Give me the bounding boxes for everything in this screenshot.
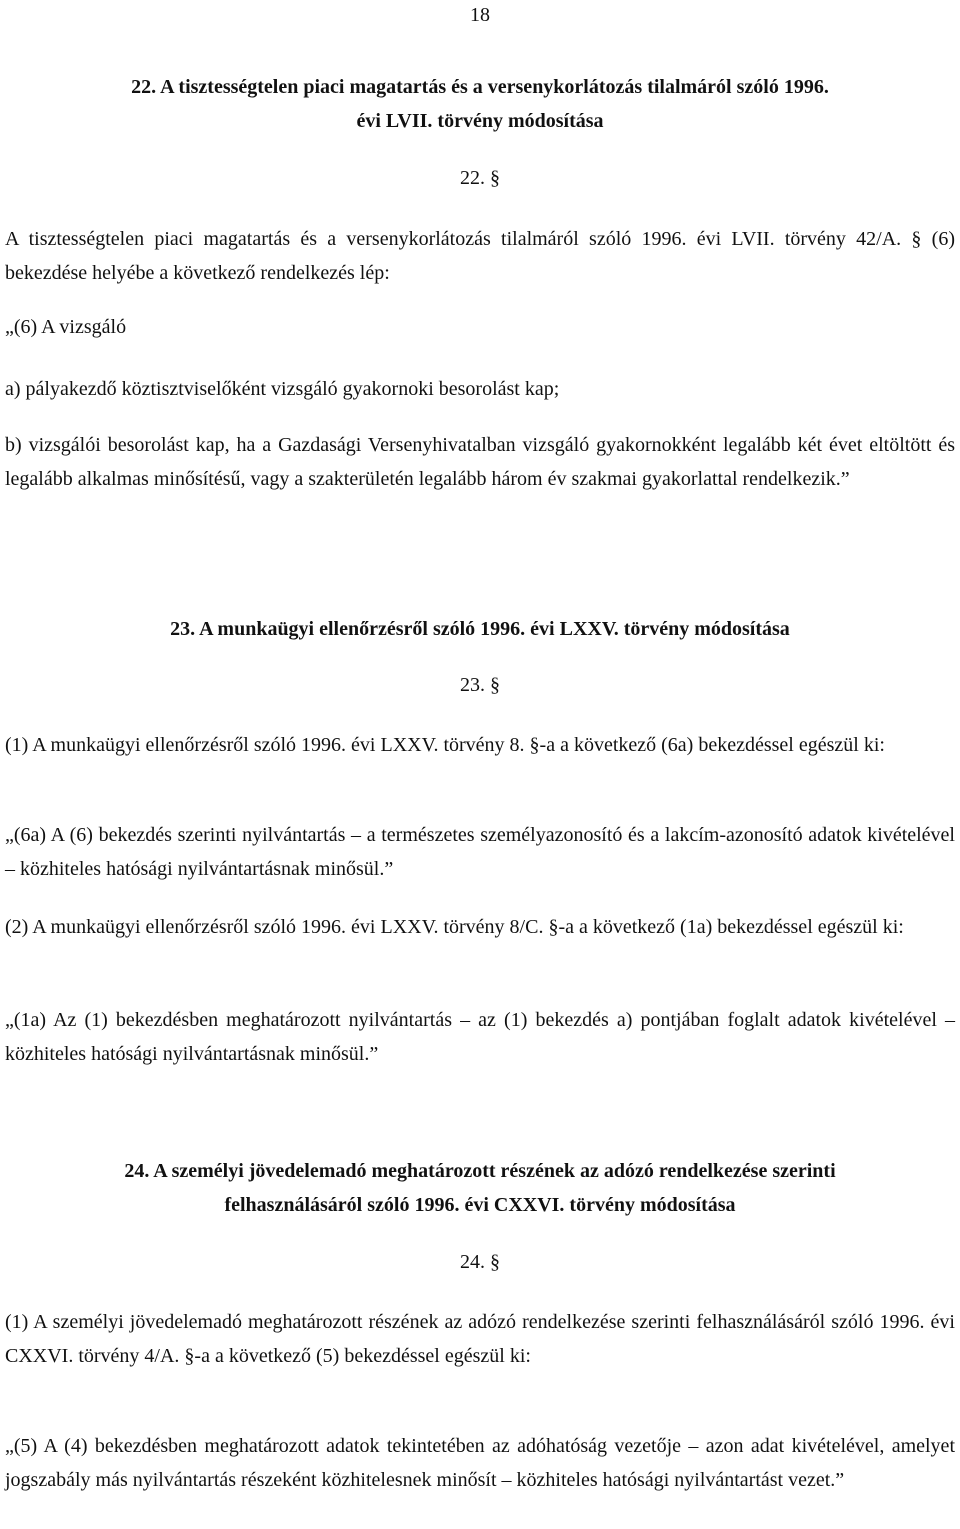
section-22-point-a: a) pályakezdő köztisztviselőként vizsgáló gyakornoki besorolást kap; — [5, 378, 560, 400]
section-23-paragraph-2: (2) A munkaügyi ellenőrzésről szóló 1996. évi LXXV. törvény 8/C. §-a a következő (1a) bekezdéssel egészül ki: — [5, 916, 904, 938]
page-number: 18 — [470, 4, 490, 26]
chapter-24-title-line1: 24. A személyi jövedelemadó meghatározott részének az adózó rendelkezése szerinti — [124, 1160, 836, 1182]
section-24-heading: 24. § — [460, 1251, 500, 1273]
section-24-paragraph-1: (1) A személyi jövedelemadó meghatározott részének az adózó rendelkezése szerinti felhasználásáról szóló 1996. évi CXXVI. törvény 4/A. §-a a következő (5) bekezdéssel egészül ki: — [5, 1311, 955, 1367]
chapter-22-title-line2: évi LVII. törvény módosítása — [356, 110, 604, 132]
chapter-24-title-line2: felhasználásáról szóló 1996. évi CXXVI. törvény módosítása — [224, 1194, 736, 1216]
section-23-paragraph-1: (1) A munkaügyi ellenőrzésről szóló 1996. évi LXXV. törvény 8. §-a a következő (6a) bekezdéssel egészül ki: — [5, 734, 885, 756]
section-24-quote-1: „(5) A (4) bekezdésben meghatározott adatok tekintetében az adóhatóság vezetője – azon adat kivételével, amelyet jogszabály más nyilvántartás részeként közhitelesnek minősít – közhiteles hatósági nyilvántartást vezet.” — [5, 1435, 955, 1491]
section-22-intro: A tisztességtelen piaci magatartás és a versenykorlátozás tilalmáról szóló 1996. évi LVII. törvény 42/A. § (6) bekezdése helyébe a következő rendelkezés lép: — [5, 228, 955, 284]
section-22-quote-intro: „(6) A vizsgáló — [5, 316, 127, 338]
section-23-quote-2: „(1a) Az (1) bekezdésben meghatározott nyilvántartás – az (1) bekezdés a) pontjában foglalt adatok kivételével – közhiteles hatósági nyilvántartásnak minősül.” — [5, 1009, 955, 1065]
chapter-24-title — [5, 1154, 955, 1222]
chapter-22-title — [5, 70, 955, 138]
chapter-23-title: 23. A munkaügyi ellenőrzésről szóló 1996. évi LXXV. törvény módosítása — [170, 618, 790, 640]
section-23-heading: 23. § — [460, 674, 500, 696]
section-22-heading: 22. § — [460, 167, 500, 189]
chapter-22-title-line1: 22. A tisztességtelen piaci magatartás és a versenykorlátozás tilalmáról szóló 1996. — [131, 76, 829, 98]
section-23-quote-1: „(6a) A (6) bekezdés szerinti nyilvántartás – a természetes személyazonosító és a lakcím-azonosító adatok kivételével – közhiteles hatósági nyilvántartásnak minősül.” — [5, 824, 955, 880]
section-22-point-b: b) vizsgálói besorolást kap, ha a Gazdasági Versenyhivatalban vizsgáló gyakornokként legalább két évet eltöltött és legalább alkalmas minősítésű, vagy a szakterületén legalább három év szakmai gyakorlattal rendelkezik.” — [5, 434, 955, 490]
